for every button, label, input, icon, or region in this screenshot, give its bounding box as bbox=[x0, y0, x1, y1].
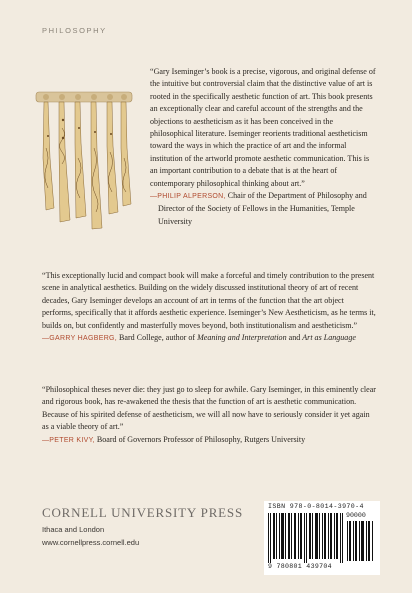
quote-text: “Gary Iseminger’s book is a precise, vigorous, and original defense of the intuitive but controversial claim that the distinctive value of art is rooted in the specifically aesthetic function of art. This book presents an exceptionally clear and careful account of the strengths and the objections to aestheticism as it has been conceived in the philosophical literature. Iseminger reorients traditional aestheticism toward the ways in which the practice of art and the informal institution of the artworld promote aesthetic communication. This is an important contribution to a debate that is at the heart of contemporary philosophical thinking about art.” bbox=[150, 67, 376, 188]
quote-attribution bbox=[42, 434, 376, 447]
quote-text: “Philosophical theses never die: they just go to sleep for awhile. Gary Iseminger, in this eminently clear and rigorous book, has re-awakened the thesis that the function of art is aesthetic communication. Because of his spirited defense of aestheticism, we will all now have to seriously consider it yet again as a viable theory of art.” bbox=[42, 385, 376, 432]
endorsement-hagberg bbox=[42, 270, 376, 345]
quote-attribution bbox=[150, 190, 376, 228]
isbn-number: ISBN 978-0-8014-3970-4 bbox=[268, 503, 364, 510]
isbn-barcode bbox=[264, 501, 380, 575]
book-title: Meaning and Interpretation bbox=[197, 333, 287, 343]
publisher-url: www.cornellpress.cornell.edu bbox=[42, 538, 140, 547]
endorsement-alperson bbox=[150, 66, 376, 228]
ean-digits: 9 780801 439704 bbox=[268, 563, 332, 570]
quote-affiliation: Bard College, author of bbox=[117, 333, 198, 343]
publisher-name: CORNELL UNIVERSITY PRESS bbox=[42, 505, 243, 520]
quote-author: —PHILIP ALPERSON, bbox=[150, 193, 226, 201]
publisher-city: Ithaca and London bbox=[42, 525, 105, 534]
addon-digits: 90000 bbox=[346, 512, 366, 519]
endorsement-kivy bbox=[42, 384, 376, 447]
quote-attribution bbox=[42, 332, 376, 345]
conjunction: and bbox=[286, 333, 303, 343]
addon-barcode-bars bbox=[347, 521, 375, 561]
quote-affiliation: Chair of the Department of Philosophy and Director of the Society of Fellows in the Humanities, Temple University bbox=[158, 191, 367, 226]
quote-author: —GARRY HAGBERG, bbox=[42, 335, 118, 343]
quote-author: —PETER KIVY, bbox=[42, 436, 95, 444]
book-title: Art as Language bbox=[302, 333, 356, 343]
quote-text: “This exceptionally lucid and compact book will make a forceful and timely contribution to the present scene in analytical aesthetics. Building on the widely discussed institutional theory of art of recent decades, Gary Iseminger develops an account of art in terms of the function that the art object performs, specifically that it affords aesthetic experience. Iseminger’s New Aestheticism, as he terms it, builds on, but confidently and masterfully moves beyond, both institutionalism and aestheticism.” bbox=[42, 271, 376, 330]
ean-barcode-bars bbox=[268, 513, 344, 563]
quote-affiliation: Board of Governors Professor of Philosophy, Rutgers University bbox=[94, 434, 306, 444]
category-label: PHILOSOPHY bbox=[42, 26, 107, 35]
carved-bats-artwork bbox=[34, 88, 134, 238]
